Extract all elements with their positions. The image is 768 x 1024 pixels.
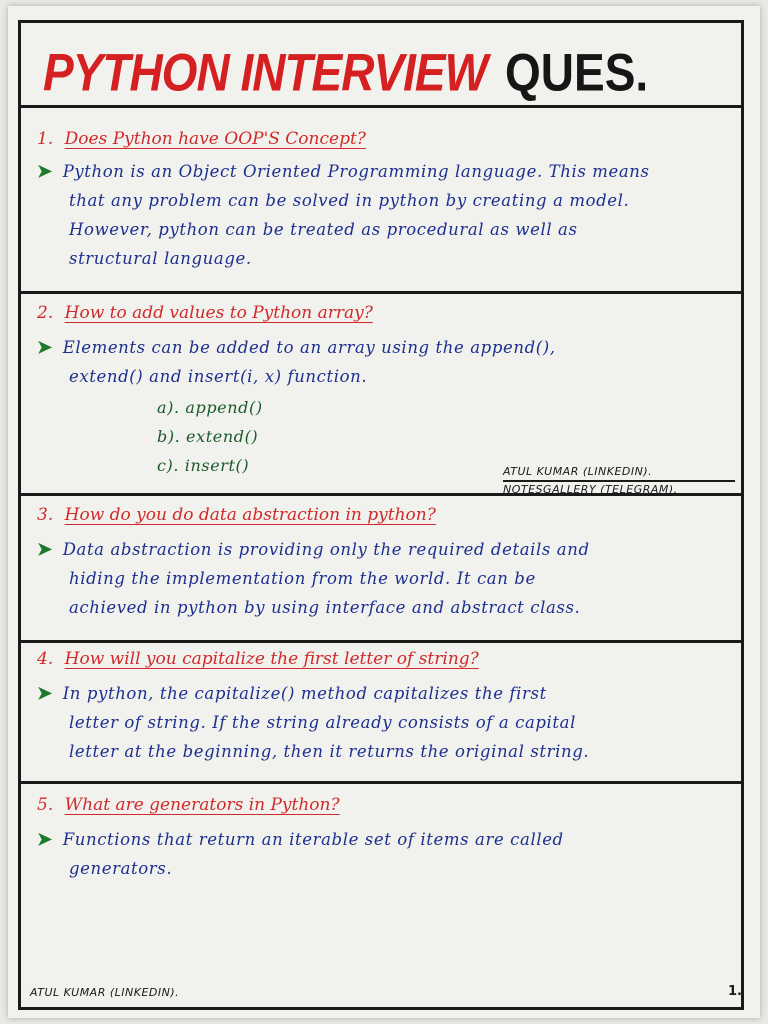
credit-underline <box>503 480 735 482</box>
divider <box>21 105 741 108</box>
option-a: a). append() <box>157 398 263 417</box>
answer-line: letter at the beginning, then it returns the original string. <box>69 742 590 761</box>
notebook-page <box>8 6 760 1018</box>
answer-line: hiding the implementation from the world. It can be <box>69 569 536 588</box>
answer-line: In python, the capitalize() method capitalizes the first <box>62 684 547 703</box>
answer-line: achieved in python by using interface and abstract class. <box>69 598 581 617</box>
question-5 <box>37 795 737 815</box>
divider <box>21 291 741 294</box>
title-black-text: QUES. <box>505 42 649 102</box>
question-text: What are generators in Python? <box>64 795 340 815</box>
question-4 <box>37 649 737 669</box>
option-b: b). extend() <box>157 427 259 446</box>
answer-line: Elements can be added to an array using the append(), <box>62 338 556 357</box>
credit-stamp <box>503 465 743 496</box>
page-number: 1. <box>728 984 742 999</box>
answer-line: Data abstraction is providing only the required details and <box>62 540 590 559</box>
question-number: 2. <box>37 303 54 323</box>
answer-line: letter of string. If the string already consists of a capital <box>69 713 576 732</box>
question-text: How to add values to Python array? <box>64 303 373 323</box>
question-text: How do you do data abstraction in python? <box>64 505 436 525</box>
question-number: 1. <box>37 129 54 149</box>
answer-line: extend() and insert(i, x) function. <box>69 367 368 386</box>
answer-line: structural language. <box>69 249 252 268</box>
question-number: 3. <box>37 505 54 525</box>
question-text: Does Python have OOP'S Concept? <box>64 129 366 149</box>
question-text: How will you capitalize the first letter of string? <box>64 649 479 669</box>
answer-line: Python is an Object Oriented Programming language. This means <box>62 162 650 181</box>
question-2 <box>37 303 737 323</box>
arrow-icon: ➤ <box>37 539 53 560</box>
question-3 <box>37 505 737 525</box>
answer-3 <box>37 535 737 622</box>
option-c: c). insert() <box>157 456 250 475</box>
credit-telegram: NOTESGALLERY (TELEGRAM). <box>503 483 678 496</box>
answer-line: that any problem can be solved in python by creating a model. <box>69 191 630 210</box>
title-red-text: PYTHON INTERVIEW <box>43 42 488 102</box>
page-frame <box>18 20 744 1010</box>
arrow-icon: ➤ <box>37 337 53 358</box>
page-title <box>43 37 733 107</box>
credit-linkedin: ATUL KUMAR (LINKEDIN). <box>503 465 653 478</box>
question-1 <box>37 129 737 149</box>
arrow-icon: ➤ <box>37 683 53 704</box>
answer-line: Functions that return an iterable set of items are called <box>62 830 564 849</box>
question-number: 4. <box>37 649 54 669</box>
footer-author: ATUL KUMAR (LINKEDIN). <box>30 986 180 999</box>
answer-2 <box>37 333 737 391</box>
arrow-icon: ➤ <box>37 161 53 182</box>
answer-5 <box>37 825 737 883</box>
arrow-icon: ➤ <box>37 829 53 850</box>
divider <box>21 640 741 643</box>
answer-line: However, python can be treated as procedural as well as <box>69 220 578 239</box>
answer-1 <box>37 157 737 273</box>
divider <box>21 781 741 784</box>
answer-line: generators. <box>69 859 173 878</box>
question-number: 5. <box>37 795 54 815</box>
answer-4 <box>37 679 737 766</box>
